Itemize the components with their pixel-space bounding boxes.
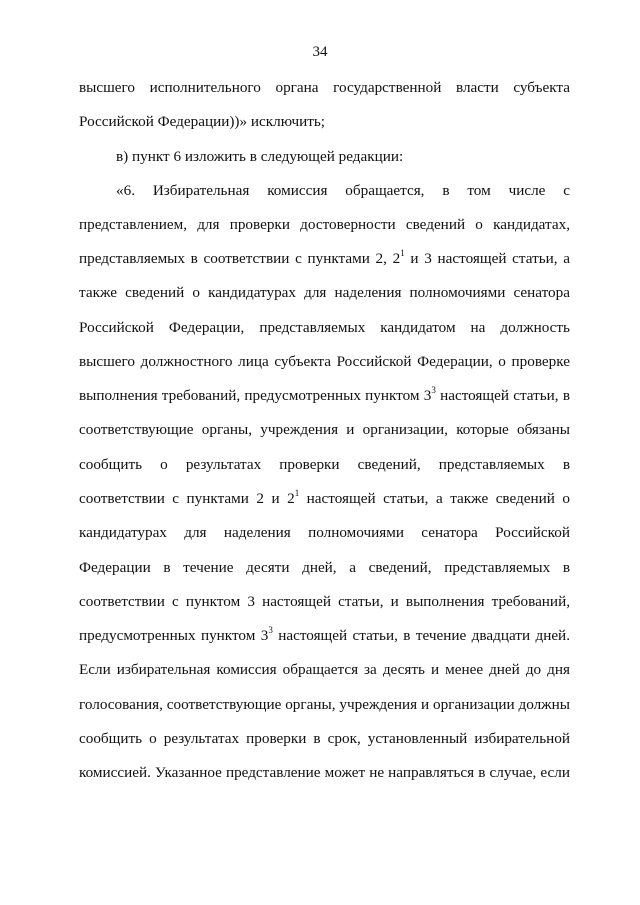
page-number [0, 42, 640, 62]
superscript: 3 [268, 624, 273, 635]
superscript: 3 [431, 384, 436, 395]
text-line-8: Российской Федерации, представляемых кандидатом на должность [79, 319, 570, 336]
text-line-10: выполнения требований, предусмотренных пунктом $3^3$ настоящей статьи, в [79, 384, 570, 404]
text-line-20: сообщить о результатах проверки в срок, установленный избирательной [79, 730, 570, 747]
text-line-19: голосования, соответствующие органы, учреждения и организации должны [79, 696, 570, 713]
page-number-text: 34 [312, 44, 328, 60]
text-line-3: в) пункт 6 изложить в следующей редакции: [116, 148, 404, 165]
text-line-4: «6. Избирательная комиссия обращается, в том числе с [116, 182, 570, 199]
text-line-13: соответствии с пунктами 2 и $2^1$ настоящей статьи, а также сведений о [79, 487, 570, 507]
text-line-6: представляемых в соответствии с пунктами 2, $2^1$ и 3 настоящей статьи, а [79, 247, 570, 267]
text-line-21: комиссией. Указанное представление может не направляться в случае, если [79, 764, 570, 781]
text-line-5: представлением, для проверки достоверности сведений о кандидатах, [79, 216, 570, 233]
text-line-18: Если избирательная комиссия обращается за десять и менее дней до дня [79, 661, 570, 678]
text-line-7: также сведений о кандидатурах для наделения полномочиями сенатора [79, 284, 570, 301]
text-line-2: Российской Федерации))» исключить; [79, 113, 326, 130]
text-line-1: высшего исполнительного органа государственной власти субъекта [79, 79, 570, 96]
text-line-16: соответствии с пунктом 3 настоящей статьи, и выполнения требований, [79, 593, 570, 610]
superscript: 1 [400, 247, 405, 258]
text-line-11: соответствующие органы, учреждения и организации, которые обязаны [79, 421, 570, 438]
text-line-14: кандидатурах для наделения полномочиями сенатора Российской [79, 524, 570, 541]
superscript: 1 [294, 487, 300, 498]
text-line-9: высшего должностного лица субъекта Российской Федерации, о проверке [79, 353, 570, 370]
text-line-15: Федерации в течение десяти дней, а сведений, представляемых в [79, 559, 570, 576]
text-line-17: предусмотренных пунктом $3^3$ настоящей статьи, в течение двадцати дней. [79, 624, 570, 644]
text-line-12: сообщить о результатах проверки сведений, представляемых в [79, 456, 570, 473]
